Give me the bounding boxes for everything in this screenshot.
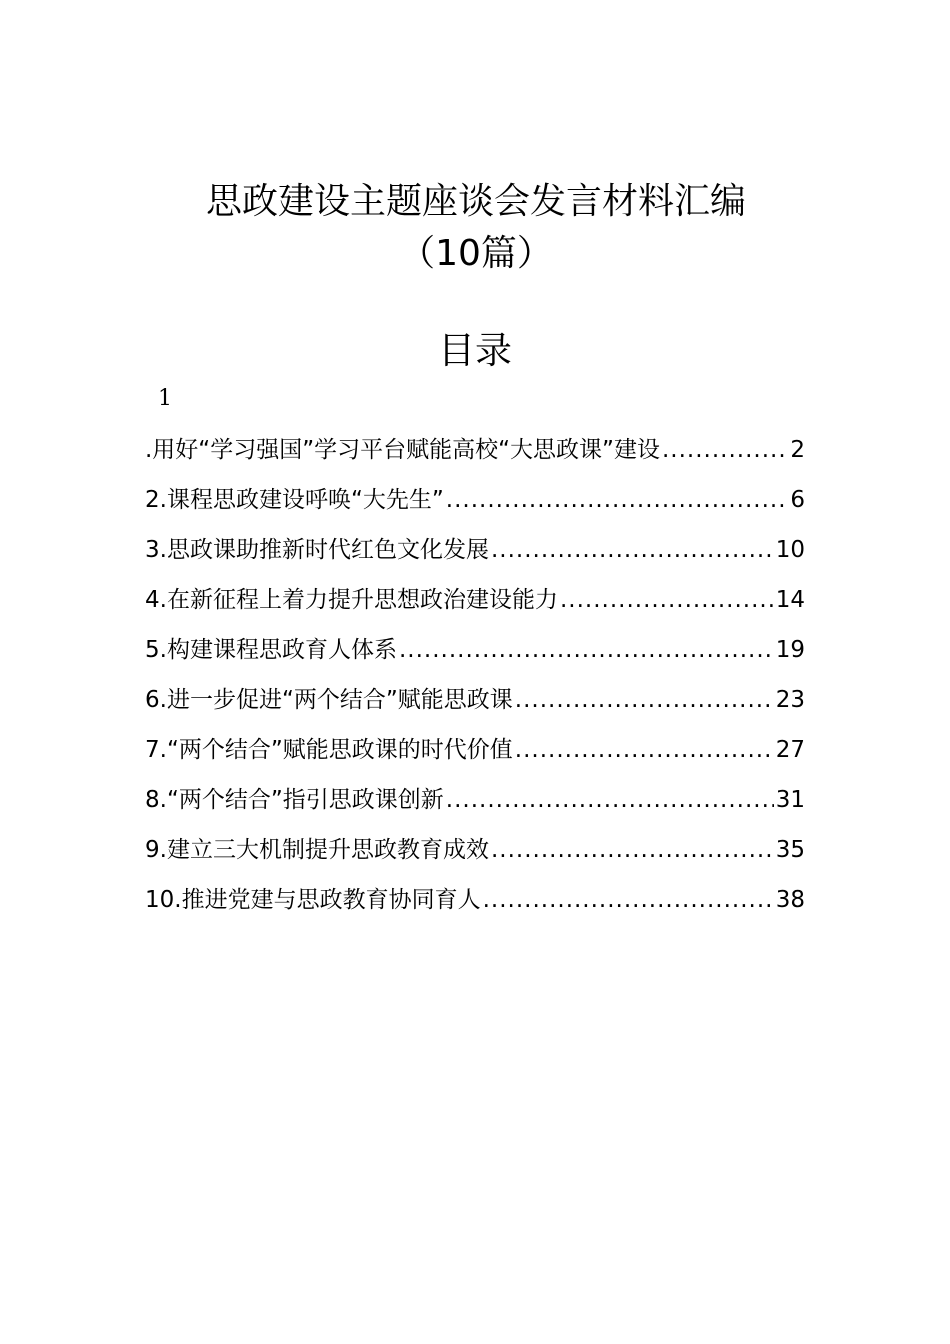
toc-entry[interactable] <box>145 780 805 830</box>
document-title: 思政建设主题座谈会发言材料汇编（10篇） <box>205 181 746 274</box>
toc-entry[interactable] <box>145 880 805 930</box>
toc-entry-title: 4.在新征程上着力提升思想政治建设能力 <box>145 587 558 613</box>
table-of-contents <box>145 430 805 930</box>
toc-dot-leader <box>483 880 774 920</box>
toc-entry-title: 7.“两个结合”赋能思政课的时代价值 <box>145 737 513 763</box>
toc-entry[interactable] <box>145 680 805 730</box>
toc-entry-page: 10 <box>775 537 805 563</box>
toc-entry-title: 10.推进党建与思政教育协同育人 <box>145 887 481 913</box>
toc-dot-leader <box>446 480 789 520</box>
toc-dot-leader <box>560 580 774 620</box>
toc-entry-page: 19 <box>775 637 805 663</box>
toc-dot-leader <box>446 780 774 820</box>
toc-entry-title: 5.构建课程思政育人体系 <box>145 637 397 663</box>
toc-entry[interactable] <box>145 580 805 630</box>
toc-entry-title: 6.进一步促进“两个结合”赋能思政课 <box>145 687 513 713</box>
toc-entry-page: 35 <box>775 837 805 863</box>
toc-entry-page: 2 <box>790 437 805 463</box>
toc-dot-leader <box>515 680 774 720</box>
toc-dot-leader <box>399 630 774 670</box>
toc-entry-title: 9.建立三大机制提升思政教育成效 <box>145 837 489 863</box>
toc-entry-page: 27 <box>775 737 805 763</box>
toc-entry[interactable] <box>145 480 805 530</box>
toc-entry-page: 14 <box>775 587 805 613</box>
toc-entry[interactable] <box>145 430 805 480</box>
toc-entry-page: 31 <box>775 787 805 813</box>
toc-dot-leader <box>662 430 788 470</box>
toc-entry-title: 3.思政课助推新时代红色文化发展 <box>145 537 489 563</box>
toc-entry[interactable] <box>145 630 805 680</box>
stray-number: 1 <box>158 386 172 411</box>
toc-dot-leader <box>515 730 774 770</box>
toc-entry[interactable] <box>145 530 805 580</box>
toc-entry[interactable] <box>145 830 805 880</box>
toc-dot-leader <box>491 530 774 570</box>
toc-entry-page: 23 <box>775 687 805 713</box>
toc-dot-leader <box>491 830 774 870</box>
toc-entry-page: 6 <box>790 487 805 513</box>
toc-heading: 目录 <box>438 329 512 372</box>
toc-entry-title: 8.“两个结合”指引思政课创新 <box>145 787 444 813</box>
toc-entry[interactable] <box>145 730 805 780</box>
toc-entry-page: 38 <box>775 887 805 913</box>
toc-entry-title: 2.课程思政建设呼唤“大先生” <box>145 487 444 513</box>
toc-entry-title: .用好“学习强国”学习平台赋能高校“大思政课”建设 <box>145 437 660 463</box>
